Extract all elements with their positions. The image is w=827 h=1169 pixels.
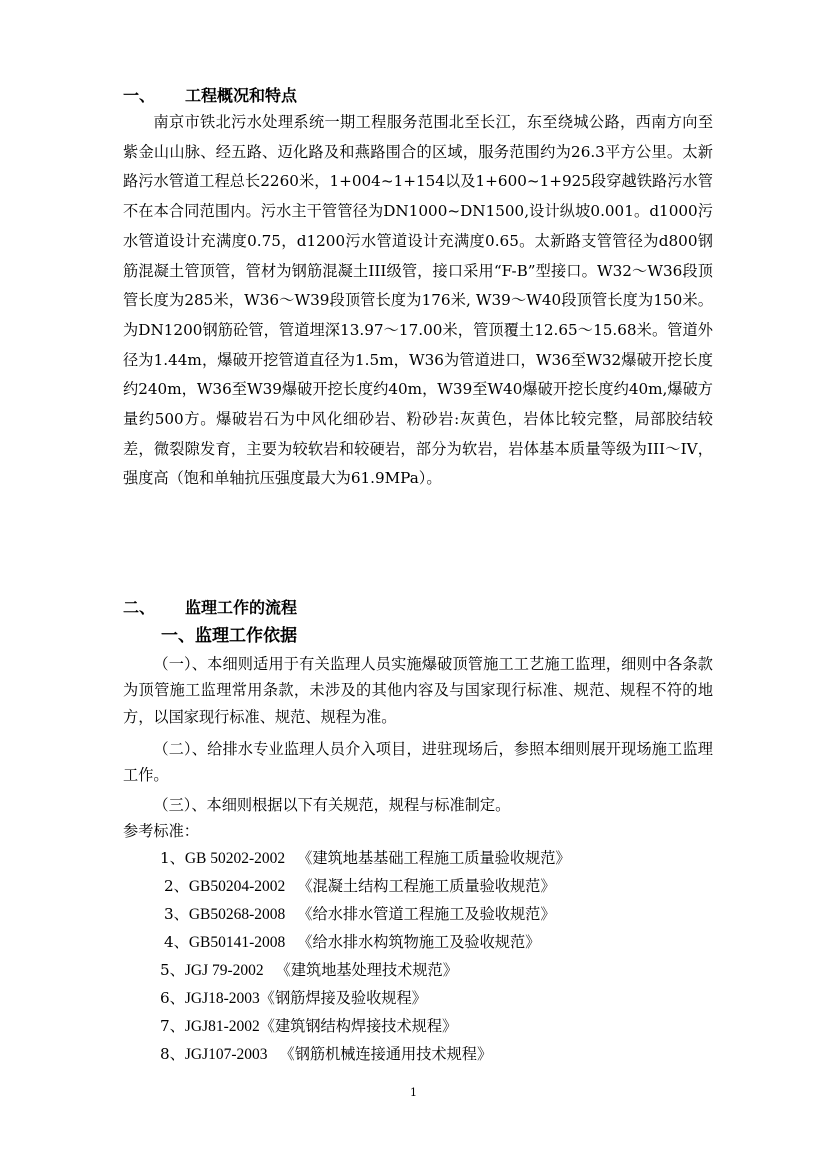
section-title: 监理工作的流程	[185, 598, 298, 617]
reference-item	[164, 929, 540, 956]
reference-code: JGJ107-2003	[184, 1046, 268, 1063]
subsection-heading-basis: 一、监理工作依据	[161, 626, 297, 646]
reference-title: 《建筑钢结构焊接技术规程》	[259, 1017, 458, 1035]
section-number: 二、	[123, 598, 156, 617]
reference-code: JGJ81-2002	[184, 1018, 260, 1035]
reference-item	[160, 1013, 457, 1040]
reference-item	[160, 957, 458, 984]
reference-title: 《钢筋机械连接通用技术规程》	[279, 1045, 493, 1063]
reference-code: GB50204-2002	[188, 878, 286, 895]
reference-index: 3、	[164, 905, 189, 923]
reference-code: GB50141-2008	[188, 934, 286, 951]
clause-paragraph: （三）、本细则根据以下有关规范，规程与标准制定。	[153, 796, 511, 814]
reference-code: JGJ18-2003	[184, 990, 260, 1007]
section-title: 工程概况和特点	[185, 86, 298, 105]
reference-index: 6、	[160, 989, 185, 1007]
reference-index: 2、	[164, 877, 189, 895]
reference-index: 1、	[160, 849, 185, 867]
reference-title: 《建筑地基基础工程施工质量验收规范》	[297, 849, 571, 867]
reference-title: 《混凝土结构工程施工质量验收规范》	[297, 877, 556, 895]
clause-paragraph: （二）、给排水专业监理人员介入项目，进驻现场后，参照本细则展开现场施工监理工作。	[123, 740, 713, 785]
section-number: 一、	[123, 86, 156, 105]
reference-code: GB 50202-2002	[184, 850, 286, 867]
page-number: 1	[410, 1086, 417, 1099]
section-heading-workflow	[123, 597, 423, 619]
reference-item	[160, 845, 571, 872]
reference-title: 《给水排水构筑物施工及验收规范》	[297, 933, 541, 951]
references-label: 参考标准：	[123, 822, 199, 840]
clause-paragraph: （一）、本细则适用于有关监理人员实施爆破顶管施工工艺施工监理，细则中各条款为顶管施工监理常用条款，未涉及的其他内容及与国家现行标准、规范、规程不符的地方，以国家现行标准、规范、规程为准。	[123, 655, 713, 726]
reference-title: 《建筑地基处理技术规范》	[275, 961, 458, 979]
reference-index: 7、	[160, 1017, 185, 1035]
reference-item	[164, 901, 556, 928]
reference-title: 《给水排水管道工程施工及验收规范》	[297, 905, 556, 923]
reference-item	[160, 1041, 492, 1068]
overview-paragraph: 南京市铁北污水处理系统一期工程服务范围北至长江，东至绕城公路，西南方向至紫金山山脉、经五路、迈化路及和燕路围合的区域，服务范围约为26.3平方公里。太新路污水管道工程总长2260米，1+004~1+154以及1+600~1+925段穿越铁路污水管不在本合同范围内。污水主干管管径为DN1000~DN1500,设计纵坡0.001。d1000污水管道设计充满度0.75，d1200污水管道设计充满度0.65。太新路支管管径为d800钢筋混凝土管顶管，管材为钢筋混凝土III级管，接口采用“F-B”型接口。W32～W36段顶管长度为285米，W36～W39段顶管长度为176米, W39～W40段顶管长度为150米。为DN1200钢筋砼管，管道埋深13.97～17.00米，管顶覆土12.65～15.68米。管道外径为1.44m，爆破开挖管道直径为1.5m，W36为管道进口，W36至W32爆破开挖长度约240m，W36至W39爆破开挖长度约40m，W39至W40爆破开挖长度约40m,爆破方量约500方。爆破岩石为中风化细砂岩、粉砂岩:灰黄色，岩体比较完整，局部胶结较差，微裂隙发育，主要为较软岩和较硬岩，部分为软岩，岩体基本质量等级为III～IV，强度高（饱和单轴抗压强度最大为61.9MPa）。	[123, 113, 713, 488]
reference-item	[164, 873, 556, 900]
reference-title: 《钢筋焊接及验收规程》	[259, 989, 427, 1007]
reference-index: 4、	[164, 933, 189, 951]
reference-index: 8、	[160, 1045, 185, 1063]
reference-code: GB50268-2008	[188, 906, 286, 923]
reference-index: 5、	[160, 961, 185, 979]
reference-code: JGJ 79-2002	[184, 962, 264, 979]
reference-item	[160, 985, 427, 1012]
section-heading-overview	[123, 85, 423, 107]
